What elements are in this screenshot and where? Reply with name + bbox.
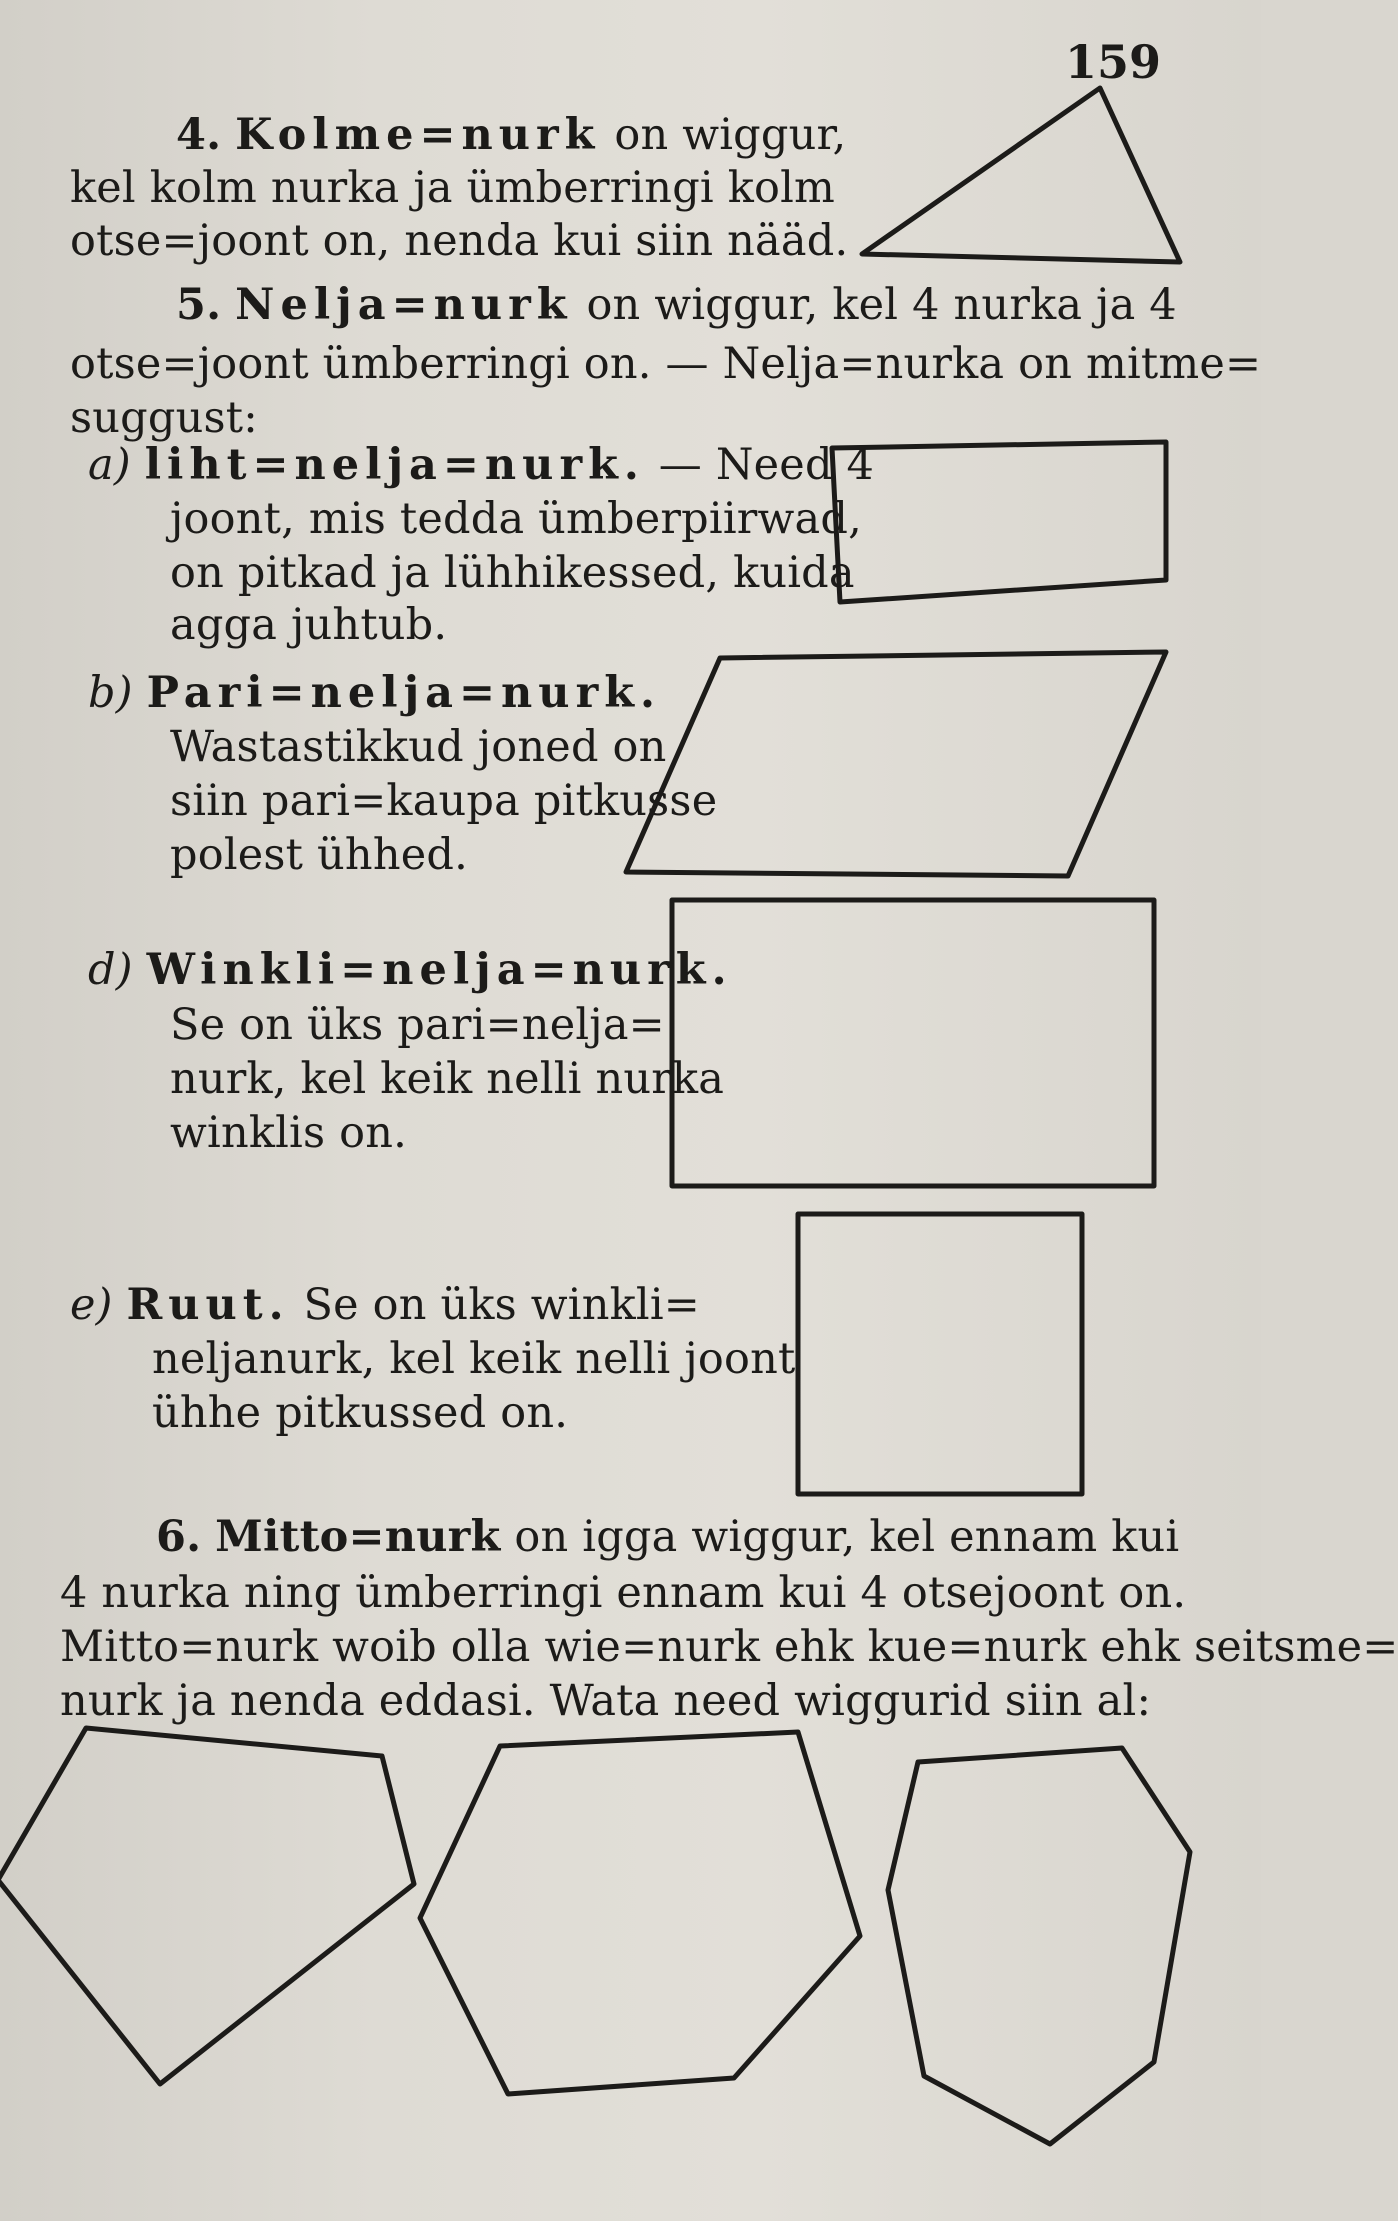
item5-line3: suggust: (70, 393, 258, 443)
sub-a-line3: on pitkad ja lühhikessed, kuida (170, 548, 855, 598)
sub-e-label: e) (70, 1280, 113, 1330)
item4-term: Kolme=nurk (235, 110, 601, 160)
rectangle-figure (672, 900, 1154, 1186)
sub-b-line3: siin pari=kaupa pitkusse (170, 776, 718, 826)
item6-line2: 4 nurka ning ümberringi ennam kui 4 otsejoont on. (60, 1568, 1187, 1618)
sub-a-term: liht=nelja=nurk. (144, 440, 645, 490)
item6-line3: Mitto=nurk woib olla wie=nurk ehk kue=nurk ehk seitsme= (60, 1622, 1398, 1672)
heptagon-figure (888, 1748, 1190, 2144)
item6-text-1: on igga wiggur, kel ennam kui (514, 1512, 1180, 1562)
sub-e-line3: ühhe pitkussed on. (152, 1388, 569, 1438)
sub-a-line2: joont, mis tedda ümberpiirwad, (170, 494, 862, 544)
item6-term: Mitto=nurk (215, 1512, 501, 1562)
sub-d-term: Winkli=nelja=nurk. (146, 945, 733, 995)
sub-b-line4: polest ühhed. (170, 830, 468, 880)
sub-e-text-1: Se on üks winkli= (303, 1280, 701, 1330)
item5-line2: otse=joont ümberringi on. — Nelja=nurka on mitme= (70, 339, 1262, 389)
square-figure (798, 1214, 1082, 1494)
sub-d-line2: Se on üks pari=nelja= (170, 1000, 665, 1050)
sub-b-line2: Wastastikkud joned on (170, 722, 667, 772)
item5-num: 5. (176, 280, 222, 330)
sub-a-line4: agga juhtub. (170, 600, 448, 650)
sub-a-text-1: — Need 4 (658, 440, 875, 490)
item5-text-1: on wiggur, kel 4 nurka ja 4 (586, 280, 1177, 330)
item5-term: Nelja=nurk (235, 280, 573, 330)
sub-e-term: Ruut. (126, 1280, 290, 1330)
trapezium-figure (832, 442, 1166, 602)
page-number: 159 (1064, 35, 1161, 89)
sub-a-label: a) (88, 440, 131, 490)
sub-b-label: b) (88, 668, 133, 718)
item4-num: 4. (176, 110, 222, 160)
sub-d-line3: nurk, kel keik nelli nurka (170, 1054, 725, 1104)
sub-b-term: Pari=nelja=nurk. (146, 668, 661, 718)
pentagon-figure (0, 1728, 414, 2084)
parallelogram-figure (626, 652, 1166, 876)
sub-d-line4: winklis on. (170, 1108, 407, 1158)
item4-line2: kel kolm nurka ja ümberringi kolm (70, 163, 836, 213)
triangle-figure (862, 88, 1180, 262)
sub-d-label: d) (88, 945, 133, 995)
item6-num: 6. (156, 1512, 202, 1562)
sub-e-line2: neljanurk, kel keik nelli joont (152, 1334, 796, 1384)
item4-line3: otse=joont on, nenda kui siin nääd. (70, 216, 849, 266)
item4-text-1: on wiggur, (614, 110, 847, 160)
hexagon-figure (420, 1732, 860, 2094)
item6-line4: nurk ja nenda eddasi. Wata need wiggurid siin al: (60, 1676, 1152, 1726)
